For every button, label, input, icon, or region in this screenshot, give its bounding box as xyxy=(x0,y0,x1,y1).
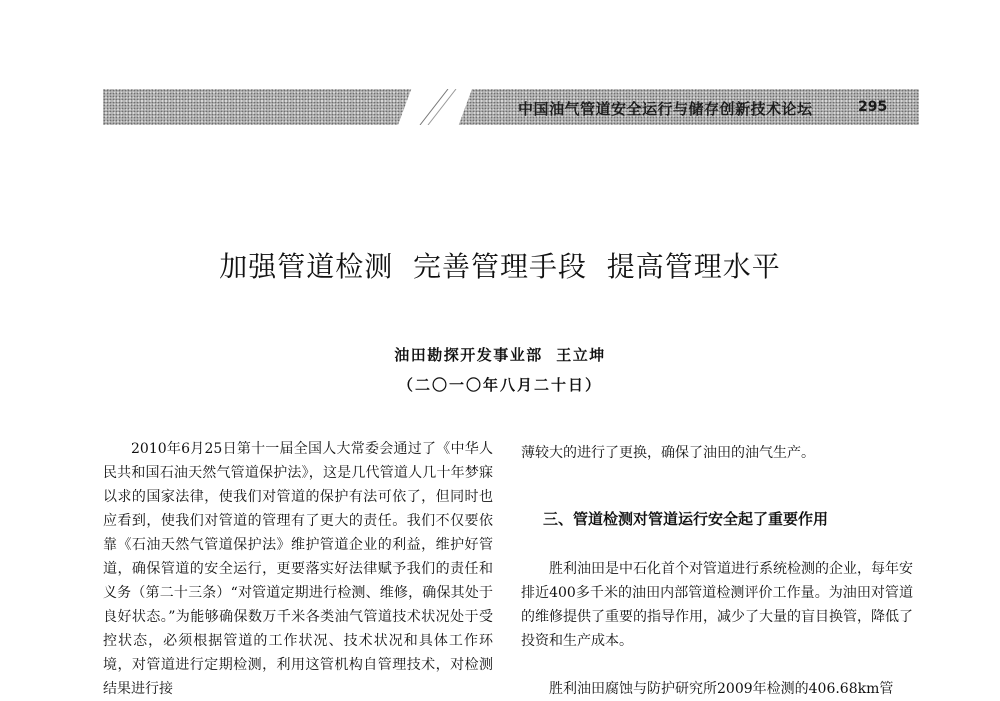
author-line: 油田勘探开发事业部 王立坤 xyxy=(394,346,606,364)
left-column xyxy=(103,437,493,701)
right-column xyxy=(521,441,913,701)
header-slash-decoration xyxy=(404,89,466,125)
body-paragraph: 2010年6月25日第十一届全国人大常委会通过了《中华人民共和国石油天然气管道保护法》，这是几代管道人几十年梦寐以求的国家法律，使我们对管道的保护有法可依了，但同时也应看到，使我们对管道的管理有了更大的责任。我们不仅要依靠《石油天然气管道保护法》维护管道企业的利益，维护好管道，确保管道的安全运行，更要落实好法律赋予我们的责任和义务（第二十三条）“对管道定期进行检测、维修，确保其处于良好状态。”为能够确保数万千米各类油气管道技术状况处于受控状态，必须根据管道的工作状况、技术状况和具体工作环境，对管道进行定期检测，利用这管机构自管理技术，对检测结果进行接 xyxy=(103,441,493,697)
body-paragraph: 胜利油田是中石化首个对管道进行系统检测的企业，每年安排近400多千米的油田内部管道检测评价工作量。为油田对管道的维修提供了重要的指导作用，减少了大量的盲目换管，降低了投资和生产成本。 xyxy=(521,561,913,649)
running-header-title: 中国油气管道安全运行与储存创新技术论坛 xyxy=(518,100,813,118)
section-heading: 三、管道检测对管道运行安全起了重要作用 xyxy=(543,510,829,528)
body-paragraph: 胜利油田腐蚀与防护研究所2009年检测的406.68km管 xyxy=(549,681,894,697)
continued-paragraph: 薄较大的进行了更换，确保了油田的油气生产。 xyxy=(521,445,815,461)
date-line: （二〇一〇年八月二十日） xyxy=(397,376,602,394)
article-title: 加强管道检测 完善管理手段 提高管理水平 xyxy=(219,250,781,283)
page-number: 295 xyxy=(858,99,888,115)
